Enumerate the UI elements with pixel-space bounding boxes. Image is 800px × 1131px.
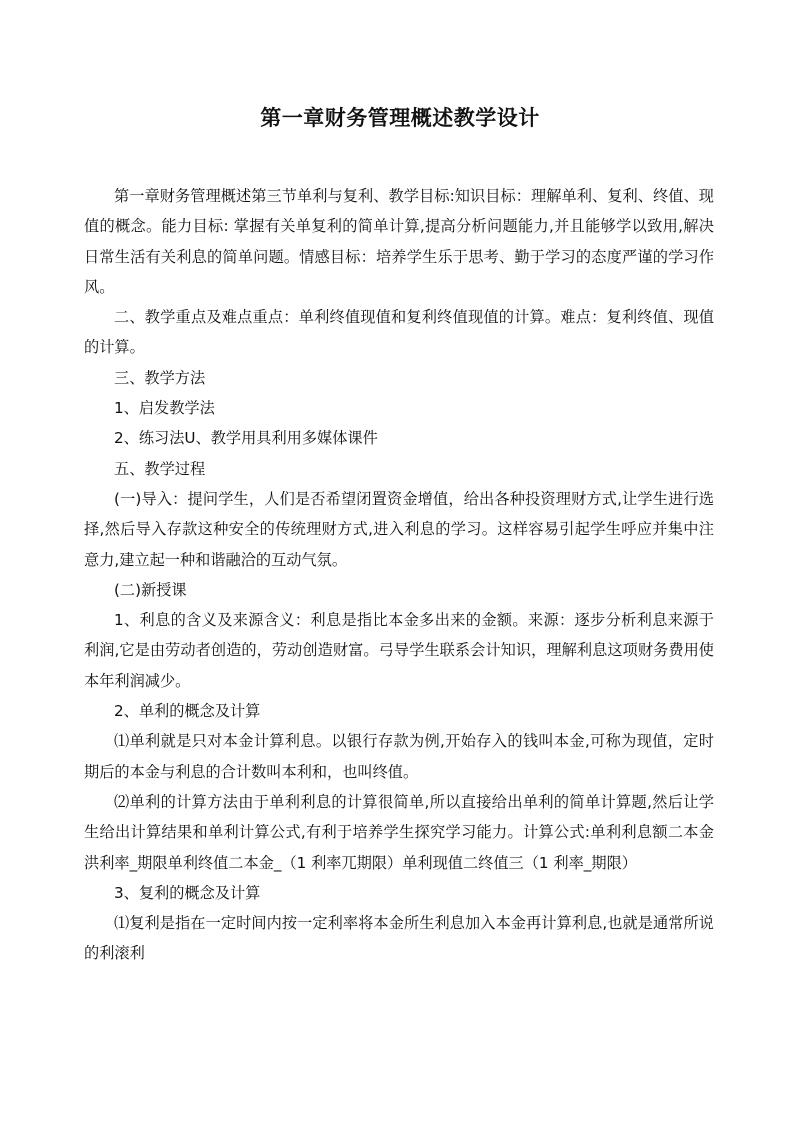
document-title: 第一章财务管理概述教学设计: [260, 106, 540, 130]
paragraph-simple-interest-definition: ⑴单利就是只对本金计算利息。以银行存款为例,开始存入的钱叫本金,可称为现值，定时期后的本金与利息的合计数叫本利和，也叫终值。: [84, 732, 714, 781]
paragraph-compound-interest-heading: 3、复利的概念及计算: [114, 883, 261, 902]
paragraph-compound-interest-definition: ⑴复利是指在一定时间内按一定利率将本金所生利息加入本金再计算利息,也就是通常所说的利滚利: [84, 914, 714, 963]
paragraph-objectives: 第一章财务管理概述第三节单利与复利、教学目标:知识目标：理解单利、复利、终值、现值的概念。能力目标: 掌握有关单复利的简单计算,提高分析问题能力,并且能够学以致用,解决日常生活有关利息的简单问题。情感目标：培养学生乐于思考、勤于学习的态度严谨的学习作风。: [84, 187, 714, 296]
paragraph-method-2: 2、练习法U、教学用具利用多媒体课件: [114, 429, 378, 448]
paragraph-simple-interest-calculation: ⑵单利的计算方法由于单利利息的计算很简单,所以直接给出单利的简单计算题,然后让学生给出计算结果和单利计算公式,有利于培养学生探究学习能力。计算公式:单利利息额二本金洪利率_期限单利终值二本金_（1 利率兀期限）单利现值二终值三（1 利率_期限）: [84, 792, 714, 872]
paragraph-simple-interest-heading: 2、单利的概念及计算: [114, 702, 261, 721]
paragraph-introduction: (一)导入：提问学生，人们是否希望闭置资金增值，给出各种投资理财方式,让学生进行选择,然后导入存款这种安全的传统理财方式,进入利息的学习。这样容易引起学生呼应并集中注意力,建立起一种和谐融洽的互动气氛。: [84, 489, 714, 569]
paragraph-key-points: 二、教学重点及难点重点：单利终值现值和复利终值现值的计算。难点：复利终值、现值的计算。: [84, 308, 714, 357]
document-body: [84, 181, 714, 969]
paragraph-new-lesson-heading: (二)新授课: [114, 580, 187, 599]
paragraph-process-heading: 五、教学过程: [114, 459, 206, 478]
paragraph-interest-meaning: 1、利息的含义及来源含义：利息是指比本金多出来的金额。来源：逐步分析利息来源于利润,它是由劳动者创造的，劳动创造财富。弓导学生联系会计知识，理解利息这项财务费用使本年利润减少。: [84, 611, 714, 690]
paragraph-methods-heading: 三、教学方法: [114, 368, 206, 387]
paragraph-method-1: 1、启发教学法: [114, 399, 215, 418]
